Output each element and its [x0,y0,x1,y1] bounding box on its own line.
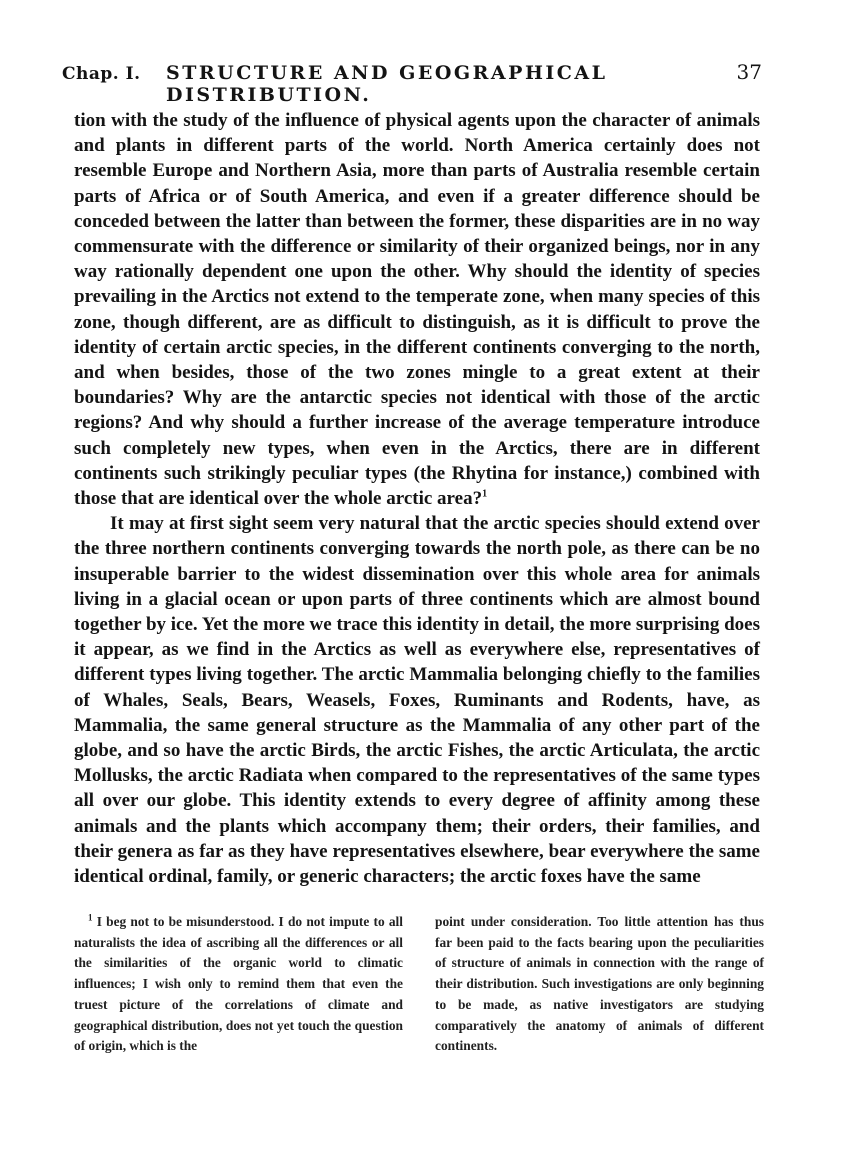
footnote-column-1 [74,912,403,1057]
running-header [62,60,762,106]
footnote-reference: 1 [482,488,488,500]
body-text [74,108,760,889]
footnote-column-2: point under consideration. Too little attention has thus far been paid to the facts bearing upon the peculiarities of structure of animals in connection with the range of their distribution. Such investigations are only beginning to be made, as native investigators are studying comparatively the anatomy of animals of different continents. [435,914,764,1054]
footnote-mark: 1 [88,912,93,923]
footnote-column-1-text: I beg not to be misunderstood. I do not impute to all naturalists the idea of ascribing all the differences or all the similarities of the organic world to climatic influences; I wish only to remind them that even the truest picture of the correlations of climate and geographical distribution, does not yet touch the question of origin, which is the [74,914,403,1054]
running-title: STRUCTURE AND GEOGRAPHICAL DISTRIBUTION. [166,62,608,106]
paragraph-2: It may at first sight seem very natural that the arctic species should extend over the three northern continents converging towards the north pole, as there can be no insuperable barrier to the widest dissemination over this whole area for animals living in a glacial ocean or upon parts of three continents which are almost bound together by ice. Yet the more we trace this identity in detail, the more surprising does it appear, as we find in the Arctics as well as everywhere else, representatives of different types living together. The arctic Mammalia belonging chiefly to the families of Whales, Seals, Bears, Weasels, Foxes, Ruminants and Rodents, have, as Mammalia, the same general structure as the Mammalia of any other part of the globe, and so have the arctic Birds, the arctic Fishes, the arctic Articulata, the arctic Mollusks, the arctic Radiata when compared to the representatives of the same types all over our globe. This identity extends to every degree of affinity among these animals and the plants which accompany them; their orders, their families, and their genera as far as they have representatives elsewhere, bear everywhere the same identical ordinal, family, or generic characters; the arctic foxes have the same [74,513,760,888]
page-number: 37 [736,60,762,84]
paragraph-1-text: tion with the study of the influence of physical agents upon the character of animals and plants in different parts of the world. North America certainly does not resemble Europe and Northern Asia, more than parts of Australia resemble certain parts of Africa or of South America, and even if a greater difference should be conceded between the latter than between the former, these disparities are in no way commensurate with the difference or similarity of their organized beings, nor in any way rationally dependent one upon the other. Why should the identity of species prevailing in the Arctics not extend to the temperate zone, when many species of this zone, though different, are as difficult to distinguish, as it is difficult to prove the identity of certain arctic species, in the different continents converging to the north, and when besides, those of the two zones mingle to a great extent at their boundaries? Why are the antarctic species not identical with those of the arctic regions? And why should a further increase of the average temperature introduce such completely new types, when even in the Arctics, there are in different continents such strikingly peculiar types (the Rhytina for instance,) combined with those that are identical over the whole arctic area? [74,110,760,510]
footnotes [74,912,764,1057]
paragraph-1 [74,108,760,511]
chapter-label: Chap. I. [62,64,141,84]
